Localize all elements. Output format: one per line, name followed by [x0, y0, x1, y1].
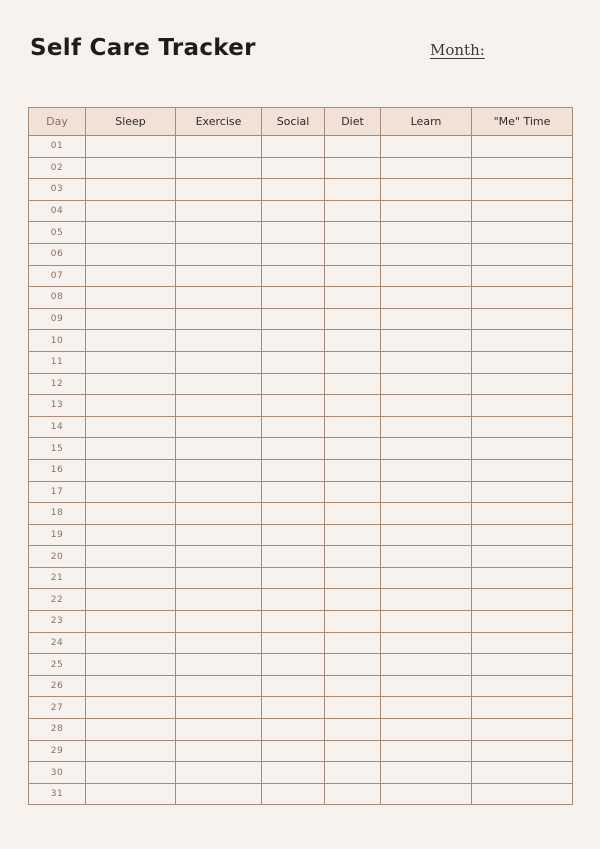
table-row — [29, 136, 573, 158]
diet-cell[interactable] — [325, 611, 381, 633]
table-row — [29, 222, 573, 244]
me-time-cell[interactable] — [472, 762, 573, 784]
day-number: 24 — [29, 632, 86, 654]
diet-cell[interactable] — [325, 654, 381, 676]
self-care-table — [28, 107, 573, 805]
exercise-cell[interactable] — [176, 611, 262, 633]
learn-cell[interactable] — [381, 438, 472, 460]
sleep-cell[interactable] — [86, 503, 176, 525]
exercise-cell[interactable] — [176, 632, 262, 654]
day-number: 02 — [29, 157, 86, 179]
learn-cell[interactable] — [381, 265, 472, 287]
diet-cell[interactable] — [325, 675, 381, 697]
me-time-cell[interactable] — [472, 740, 573, 762]
exercise-cell[interactable] — [176, 503, 262, 525]
exercise-cell[interactable] — [176, 136, 262, 158]
diet-cell[interactable] — [325, 243, 381, 265]
exercise-cell[interactable] — [176, 481, 262, 503]
day-number: 13 — [29, 395, 86, 417]
learn-cell[interactable] — [381, 308, 472, 330]
table-row — [29, 589, 573, 611]
social-cell[interactable] — [262, 136, 325, 158]
diet-cell[interactable] — [325, 762, 381, 784]
me-time-cell[interactable] — [472, 416, 573, 438]
sleep-cell[interactable] — [86, 416, 176, 438]
sleep-cell[interactable] — [86, 179, 176, 201]
social-cell[interactable] — [262, 632, 325, 654]
day-number: 08 — [29, 287, 86, 309]
day-number: 19 — [29, 524, 86, 546]
diet-cell[interactable] — [325, 157, 381, 179]
me-time-cell[interactable] — [472, 567, 573, 589]
me-time-cell[interactable] — [472, 222, 573, 244]
exercise-cell[interactable] — [176, 179, 262, 201]
sleep-cell[interactable] — [86, 243, 176, 265]
table-row — [29, 330, 573, 352]
social-cell[interactable] — [262, 179, 325, 201]
sleep-cell[interactable] — [86, 675, 176, 697]
diet-cell[interactable] — [325, 740, 381, 762]
exercise-cell[interactable] — [176, 373, 262, 395]
learn-cell[interactable] — [381, 136, 472, 158]
exercise-cell[interactable] — [176, 222, 262, 244]
day-number: 23 — [29, 611, 86, 633]
sleep-cell[interactable] — [86, 762, 176, 784]
diet-cell[interactable] — [325, 589, 381, 611]
exercise-cell[interactable] — [176, 287, 262, 309]
table-body — [29, 136, 573, 805]
exercise-cell[interactable] — [176, 589, 262, 611]
table-header-row — [29, 108, 573, 136]
table-row — [29, 287, 573, 309]
diet-cell[interactable] — [325, 481, 381, 503]
table-row — [29, 567, 573, 589]
page-title: Self Care Tracker — [30, 35, 256, 61]
column-header-exercise: Exercise — [176, 108, 262, 136]
exercise-cell[interactable] — [176, 675, 262, 697]
column-header-social: Social — [262, 108, 325, 136]
day-number: 04 — [29, 200, 86, 222]
sleep-cell[interactable] — [86, 308, 176, 330]
exercise-cell[interactable] — [176, 567, 262, 589]
learn-cell[interactable] — [381, 589, 472, 611]
learn-cell[interactable] — [381, 503, 472, 525]
exercise-cell[interactable] — [176, 438, 262, 460]
month-label: Month: — [430, 41, 485, 59]
day-number: 29 — [29, 740, 86, 762]
me-time-cell[interactable] — [472, 157, 573, 179]
column-header-learn: Learn — [381, 108, 472, 136]
me-time-cell[interactable] — [472, 459, 573, 481]
sleep-cell[interactable] — [86, 459, 176, 481]
diet-cell[interactable] — [325, 459, 381, 481]
sleep-cell[interactable] — [86, 481, 176, 503]
exercise-cell[interactable] — [176, 719, 262, 741]
me-time-cell[interactable] — [472, 330, 573, 352]
day-number: 17 — [29, 481, 86, 503]
table-row — [29, 632, 573, 654]
day-number: 30 — [29, 762, 86, 784]
diet-cell[interactable] — [325, 503, 381, 525]
learn-cell[interactable] — [381, 611, 472, 633]
learn-cell[interactable] — [381, 157, 472, 179]
column-header-me-time: "Me" Time — [472, 108, 573, 136]
learn-cell[interactable] — [381, 351, 472, 373]
exercise-cell[interactable] — [176, 308, 262, 330]
social-cell[interactable] — [262, 611, 325, 633]
day-number: 16 — [29, 459, 86, 481]
me-time-cell[interactable] — [472, 287, 573, 309]
sleep-cell[interactable] — [86, 567, 176, 589]
me-time-cell[interactable] — [472, 524, 573, 546]
table-row — [29, 157, 573, 179]
exercise-cell[interactable] — [176, 351, 262, 373]
me-time-cell[interactable] — [472, 697, 573, 719]
social-cell[interactable] — [262, 373, 325, 395]
exercise-cell[interactable] — [176, 330, 262, 352]
exercise-cell[interactable] — [176, 459, 262, 481]
social-cell[interactable] — [262, 654, 325, 676]
table-row — [29, 783, 573, 805]
diet-cell[interactable] — [325, 200, 381, 222]
learn-cell[interactable] — [381, 762, 472, 784]
diet-cell[interactable] — [325, 632, 381, 654]
diet-cell[interactable] — [325, 783, 381, 805]
me-time-cell[interactable] — [472, 589, 573, 611]
day-number: 01 — [29, 136, 86, 158]
sleep-cell[interactable] — [86, 654, 176, 676]
diet-cell[interactable] — [325, 330, 381, 352]
day-number: 21 — [29, 567, 86, 589]
learn-cell[interactable] — [381, 719, 472, 741]
day-number: 05 — [29, 222, 86, 244]
exercise-cell[interactable] — [176, 265, 262, 287]
me-time-cell[interactable] — [472, 243, 573, 265]
social-cell[interactable] — [262, 395, 325, 417]
diet-cell[interactable] — [325, 524, 381, 546]
social-cell[interactable] — [262, 783, 325, 805]
column-header-day: Day — [29, 108, 86, 136]
social-cell[interactable] — [262, 265, 325, 287]
me-time-cell[interactable] — [472, 783, 573, 805]
sleep-cell[interactable] — [86, 200, 176, 222]
me-time-cell[interactable] — [472, 675, 573, 697]
learn-cell[interactable] — [381, 546, 472, 568]
social-cell[interactable] — [262, 740, 325, 762]
table-row — [29, 395, 573, 417]
social-cell[interactable] — [262, 567, 325, 589]
day-number: 12 — [29, 373, 86, 395]
exercise-cell[interactable] — [176, 762, 262, 784]
learn-cell[interactable] — [381, 654, 472, 676]
learn-cell[interactable] — [381, 632, 472, 654]
exercise-cell[interactable] — [176, 654, 262, 676]
table-row — [29, 697, 573, 719]
table-row — [29, 416, 573, 438]
learn-cell[interactable] — [381, 567, 472, 589]
social-cell[interactable] — [262, 330, 325, 352]
table-row — [29, 654, 573, 676]
day-number: 20 — [29, 546, 86, 568]
diet-cell[interactable] — [325, 222, 381, 244]
day-number: 07 — [29, 265, 86, 287]
table-row — [29, 308, 573, 330]
social-cell[interactable] — [262, 719, 325, 741]
me-time-cell[interactable] — [472, 719, 573, 741]
sleep-cell[interactable] — [86, 330, 176, 352]
sleep-cell[interactable] — [86, 783, 176, 805]
day-number: 09 — [29, 308, 86, 330]
diet-cell[interactable] — [325, 373, 381, 395]
sleep-cell[interactable] — [86, 546, 176, 568]
sleep-cell[interactable] — [86, 136, 176, 158]
learn-cell[interactable] — [381, 675, 472, 697]
sleep-cell[interactable] — [86, 740, 176, 762]
sleep-cell[interactable] — [86, 697, 176, 719]
day-number: 22 — [29, 589, 86, 611]
day-number: 28 — [29, 719, 86, 741]
social-cell[interactable] — [262, 438, 325, 460]
day-number: 06 — [29, 243, 86, 265]
table-row — [29, 243, 573, 265]
diet-cell[interactable] — [325, 719, 381, 741]
social-cell[interactable] — [262, 200, 325, 222]
social-cell[interactable] — [262, 503, 325, 525]
table-row — [29, 546, 573, 568]
diet-cell[interactable] — [325, 438, 381, 460]
learn-cell[interactable] — [381, 373, 472, 395]
table-row — [29, 675, 573, 697]
table-row — [29, 351, 573, 373]
social-cell[interactable] — [262, 157, 325, 179]
exercise-cell[interactable] — [176, 395, 262, 417]
me-time-cell[interactable] — [472, 265, 573, 287]
social-cell[interactable] — [262, 222, 325, 244]
exercise-cell[interactable] — [176, 783, 262, 805]
table-row — [29, 438, 573, 460]
me-time-cell[interactable] — [472, 395, 573, 417]
diet-cell[interactable] — [325, 697, 381, 719]
day-number: 18 — [29, 503, 86, 525]
diet-cell[interactable] — [325, 351, 381, 373]
learn-cell[interactable] — [381, 222, 472, 244]
exercise-cell[interactable] — [176, 157, 262, 179]
social-cell[interactable] — [262, 697, 325, 719]
table-row — [29, 459, 573, 481]
social-cell[interactable] — [262, 416, 325, 438]
social-cell[interactable] — [262, 287, 325, 309]
sleep-cell[interactable] — [86, 157, 176, 179]
sleep-cell[interactable] — [86, 438, 176, 460]
learn-cell[interactable] — [381, 330, 472, 352]
me-time-cell[interactable] — [472, 200, 573, 222]
exercise-cell[interactable] — [176, 740, 262, 762]
social-cell[interactable] — [262, 546, 325, 568]
diet-cell[interactable] — [325, 567, 381, 589]
learn-cell[interactable] — [381, 783, 472, 805]
sleep-cell[interactable] — [86, 351, 176, 373]
social-cell[interactable] — [262, 243, 325, 265]
sleep-cell[interactable] — [86, 589, 176, 611]
exercise-cell[interactable] — [176, 546, 262, 568]
sleep-cell[interactable] — [86, 373, 176, 395]
diet-cell[interactable] — [325, 265, 381, 287]
day-number: 26 — [29, 675, 86, 697]
me-time-cell[interactable] — [472, 179, 573, 201]
me-time-cell[interactable] — [472, 503, 573, 525]
me-time-cell[interactable] — [472, 654, 573, 676]
day-number: 15 — [29, 438, 86, 460]
table-row — [29, 481, 573, 503]
table-row — [29, 524, 573, 546]
sleep-cell[interactable] — [86, 719, 176, 741]
me-time-cell[interactable] — [472, 438, 573, 460]
social-cell[interactable] — [262, 459, 325, 481]
exercise-cell[interactable] — [176, 200, 262, 222]
table-row — [29, 179, 573, 201]
me-time-cell[interactable] — [472, 308, 573, 330]
learn-cell[interactable] — [381, 459, 472, 481]
day-number: 03 — [29, 179, 86, 201]
diet-cell[interactable] — [325, 287, 381, 309]
me-time-cell[interactable] — [472, 351, 573, 373]
social-cell[interactable] — [262, 481, 325, 503]
day-number: 31 — [29, 783, 86, 805]
sleep-cell[interactable] — [86, 611, 176, 633]
diet-cell[interactable] — [325, 308, 381, 330]
table-row — [29, 265, 573, 287]
table-row — [29, 611, 573, 633]
diet-cell[interactable] — [325, 395, 381, 417]
learn-cell[interactable] — [381, 416, 472, 438]
social-cell[interactable] — [262, 762, 325, 784]
diet-cell[interactable] — [325, 546, 381, 568]
learn-cell[interactable] — [381, 395, 472, 417]
social-cell[interactable] — [262, 675, 325, 697]
learn-cell[interactable] — [381, 481, 472, 503]
me-time-cell[interactable] — [472, 611, 573, 633]
learn-cell[interactable] — [381, 179, 472, 201]
column-header-sleep: Sleep — [86, 108, 176, 136]
learn-cell[interactable] — [381, 524, 472, 546]
day-number: 25 — [29, 654, 86, 676]
learn-cell[interactable] — [381, 287, 472, 309]
me-time-cell[interactable] — [472, 632, 573, 654]
social-cell[interactable] — [262, 524, 325, 546]
table-row — [29, 200, 573, 222]
day-number: 14 — [29, 416, 86, 438]
day-number: 11 — [29, 351, 86, 373]
sleep-cell[interactable] — [86, 632, 176, 654]
diet-cell[interactable] — [325, 136, 381, 158]
sleep-cell[interactable] — [86, 222, 176, 244]
me-time-cell[interactable] — [472, 373, 573, 395]
exercise-cell[interactable] — [176, 697, 262, 719]
sleep-cell[interactable] — [86, 287, 176, 309]
social-cell[interactable] — [262, 308, 325, 330]
exercise-cell[interactable] — [176, 524, 262, 546]
table-row — [29, 762, 573, 784]
sleep-cell[interactable] — [86, 524, 176, 546]
table-row — [29, 373, 573, 395]
me-time-cell[interactable] — [472, 546, 573, 568]
column-header-diet: Diet — [325, 108, 381, 136]
diet-cell[interactable] — [325, 416, 381, 438]
diet-cell[interactable] — [325, 179, 381, 201]
exercise-cell[interactable] — [176, 243, 262, 265]
day-number: 10 — [29, 330, 86, 352]
sleep-cell[interactable] — [86, 395, 176, 417]
exercise-cell[interactable] — [176, 416, 262, 438]
learn-cell[interactable] — [381, 200, 472, 222]
social-cell[interactable] — [262, 589, 325, 611]
table-row — [29, 503, 573, 525]
learn-cell[interactable] — [381, 740, 472, 762]
table-row — [29, 719, 573, 741]
learn-cell[interactable] — [381, 243, 472, 265]
day-number: 27 — [29, 697, 86, 719]
me-time-cell[interactable] — [472, 481, 573, 503]
table-row — [29, 740, 573, 762]
learn-cell[interactable] — [381, 697, 472, 719]
me-time-cell[interactable] — [472, 136, 573, 158]
sleep-cell[interactable] — [86, 265, 176, 287]
social-cell[interactable] — [262, 351, 325, 373]
